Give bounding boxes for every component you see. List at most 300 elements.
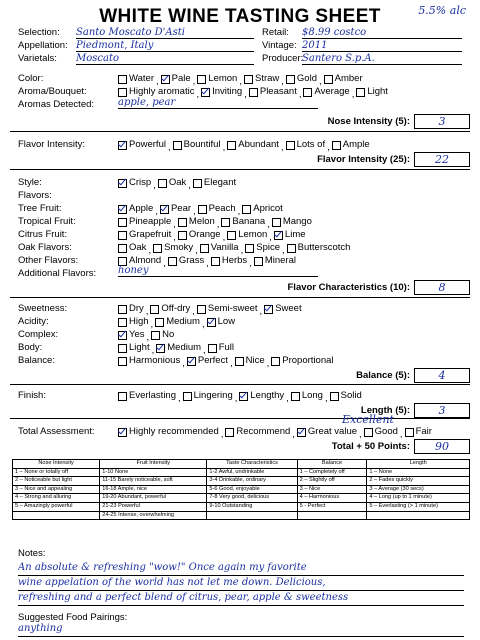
checkbox[interactable] bbox=[286, 75, 295, 84]
option-recommend[interactable] bbox=[225, 426, 290, 438]
option-label: Sweet bbox=[275, 303, 302, 314]
option-proportional[interactable] bbox=[271, 355, 333, 367]
guide-cell bbox=[207, 511, 297, 520]
guide-cell bbox=[13, 511, 100, 520]
separator: , bbox=[145, 305, 149, 317]
food-pairings-label: Suggested Food Pairings: bbox=[18, 612, 128, 623]
option-full[interactable] bbox=[208, 342, 234, 354]
guide-row bbox=[13, 502, 470, 511]
checked-checkbox[interactable] bbox=[201, 88, 210, 97]
checkbox[interactable] bbox=[286, 141, 295, 150]
guide-cell: 7-8 Very good, delicious bbox=[207, 494, 297, 503]
flavor-characteristics-score[interactable]: 8 bbox=[414, 280, 470, 295]
separator: , bbox=[234, 392, 238, 404]
separator: , bbox=[280, 141, 284, 153]
option-abundant[interactable] bbox=[227, 139, 279, 151]
option-label: Grapefruit bbox=[129, 229, 172, 240]
tropical-fruit-label: Tropical Fruit: bbox=[18, 216, 76, 227]
option-spice[interactable] bbox=[245, 242, 280, 254]
option-label: Lengthy bbox=[250, 390, 285, 401]
separator: , bbox=[203, 344, 206, 356]
flavor-characteristics-label: Flavor Characteristics (10): bbox=[287, 282, 410, 293]
checked-checkbox[interactable] bbox=[187, 357, 196, 366]
checkbox[interactable] bbox=[158, 179, 167, 188]
option-perfect[interactable] bbox=[187, 355, 228, 367]
separator: , bbox=[267, 218, 270, 230]
food-pairings-field[interactable]: anything bbox=[18, 622, 464, 637]
color-label: Color: bbox=[18, 73, 44, 84]
option-label: Pear bbox=[170, 203, 192, 214]
option-mango[interactable] bbox=[272, 216, 312, 228]
checkbox[interactable] bbox=[271, 357, 280, 366]
checked-checkbox[interactable] bbox=[297, 428, 306, 437]
vintage-field[interactable]: 2011 bbox=[302, 40, 462, 52]
guide-header-row bbox=[13, 460, 470, 469]
checked-checkbox[interactable] bbox=[264, 305, 273, 314]
option-label: Pleasant bbox=[259, 86, 297, 97]
guide-cell: 3-4 Drinkable, ordinary bbox=[207, 477, 297, 486]
balance-score[interactable]: 4 bbox=[414, 368, 470, 383]
separator: , bbox=[237, 205, 241, 217]
option-label: Off-dry bbox=[161, 303, 191, 314]
guide-cell: 2 – Fades quickly bbox=[367, 477, 470, 486]
guide-body bbox=[13, 468, 470, 520]
separator: , bbox=[220, 428, 224, 440]
option-highly-recommended[interactable] bbox=[118, 426, 219, 438]
guide-cell: 3 – Nice and appealing bbox=[13, 485, 100, 494]
separator: , bbox=[281, 75, 284, 87]
checkbox[interactable] bbox=[151, 331, 160, 340]
separator: , bbox=[222, 141, 226, 153]
option-label: Apricot bbox=[253, 203, 283, 214]
option-gold[interactable] bbox=[286, 73, 317, 85]
option-label: Lemon bbox=[238, 229, 268, 240]
option-lemon[interactable] bbox=[227, 229, 267, 241]
guide-cell: 5 - Perfect bbox=[297, 502, 367, 511]
notes-line-1[interactable]: An absolute & refreshing "wow!" Once again my favorite bbox=[18, 561, 464, 576]
citrus-fruit-label: Citrus Fruit: bbox=[18, 229, 68, 240]
option-semi-sweet[interactable] bbox=[197, 303, 258, 315]
divider bbox=[10, 418, 470, 419]
length-score[interactable]: 3 bbox=[414, 403, 470, 418]
checkbox[interactable] bbox=[150, 305, 159, 314]
option-label: Light bbox=[367, 86, 388, 97]
checkbox[interactable] bbox=[332, 141, 341, 150]
total-assessment-label: Total Assessment: bbox=[18, 426, 95, 437]
separator: , bbox=[286, 392, 289, 404]
option-label: Pineapple bbox=[129, 216, 172, 227]
option-label: Grass bbox=[178, 255, 205, 266]
checkbox[interactable] bbox=[242, 205, 251, 214]
option-label: Pale bbox=[171, 73, 191, 84]
guide-header-cell: Taste Characteristics bbox=[207, 460, 297, 469]
separator: , bbox=[259, 305, 263, 317]
option-sweet[interactable] bbox=[264, 303, 301, 315]
option-medium[interactable] bbox=[155, 316, 200, 328]
guide-row bbox=[13, 477, 470, 486]
checkbox[interactable] bbox=[198, 205, 207, 214]
option-butterscotch[interactable] bbox=[287, 242, 351, 254]
option-crisp[interactable] bbox=[118, 177, 151, 189]
guide-cell: 2 – Slightly off bbox=[297, 477, 367, 486]
checkbox[interactable] bbox=[118, 357, 127, 366]
excellent-note: Excellent bbox=[342, 413, 394, 426]
checkbox[interactable] bbox=[118, 75, 127, 84]
body-label: Body: bbox=[18, 342, 43, 353]
balance-options bbox=[118, 355, 336, 370]
option-solid[interactable] bbox=[330, 390, 362, 402]
option-straw[interactable] bbox=[244, 73, 279, 85]
option-label: Lots of bbox=[296, 139, 326, 150]
selection-label: Selection: bbox=[18, 27, 60, 38]
checked-checkbox[interactable] bbox=[118, 205, 127, 214]
option-pear[interactable] bbox=[160, 203, 191, 215]
option-label: High bbox=[129, 316, 149, 327]
length-score-label: Length (5): bbox=[360, 405, 410, 416]
option-label: Banana bbox=[232, 216, 266, 227]
option-label: Recommend bbox=[236, 426, 291, 437]
option-bountiful[interactable] bbox=[173, 139, 221, 151]
flavor-intensity-score-label: Flavor Intensity (25): bbox=[317, 154, 410, 165]
separator: , bbox=[155, 205, 158, 217]
guide-cell: 9-10 Outstanding bbox=[207, 502, 297, 511]
option-orange[interactable] bbox=[178, 229, 221, 241]
checked-checkbox[interactable] bbox=[118, 428, 127, 437]
option-label: Herbs bbox=[221, 255, 248, 266]
separator: , bbox=[151, 344, 155, 356]
option-powerful[interactable] bbox=[118, 139, 166, 151]
separator: , bbox=[216, 218, 220, 230]
divider bbox=[10, 384, 470, 385]
option-lingering[interactable] bbox=[183, 390, 233, 402]
nose-intensity-label: Nose Intensity (5): bbox=[327, 116, 410, 127]
option-lots-of[interactable] bbox=[286, 139, 326, 151]
option-low[interactable] bbox=[207, 316, 235, 328]
option-oak[interactable] bbox=[158, 177, 186, 189]
checkbox[interactable] bbox=[197, 75, 206, 84]
balance-score-row bbox=[356, 368, 470, 383]
option-label: Fair bbox=[415, 426, 432, 437]
guide-row bbox=[13, 494, 470, 503]
selection-field[interactable]: Santo Moscato D'Asti bbox=[76, 27, 254, 39]
option-label: Abundant bbox=[238, 139, 279, 150]
checkbox[interactable] bbox=[118, 244, 127, 253]
option-label: Highly recommended bbox=[129, 426, 219, 437]
option-label: Semi-sweet bbox=[207, 303, 258, 314]
acidity-label: Acidity: bbox=[18, 316, 49, 327]
option-label: Full bbox=[218, 342, 234, 353]
option-long[interactable] bbox=[291, 390, 323, 402]
scoring-guide-table bbox=[12, 459, 470, 520]
option-label: Apple bbox=[129, 203, 154, 214]
guide-cell: 3 – Average (30 secs) bbox=[367, 485, 470, 494]
option-elegant[interactable] bbox=[193, 177, 236, 189]
checked-checkbox[interactable] bbox=[118, 141, 127, 150]
checkbox[interactable] bbox=[193, 179, 202, 188]
option-high[interactable] bbox=[118, 316, 149, 328]
checkbox[interactable] bbox=[225, 428, 234, 437]
checkbox[interactable] bbox=[249, 88, 258, 97]
nose-intensity-score[interactable]: 3 bbox=[414, 114, 470, 129]
separator: , bbox=[292, 428, 295, 440]
separator: , bbox=[244, 88, 247, 100]
option-label: Proportional bbox=[282, 355, 334, 366]
option-pale[interactable] bbox=[161, 73, 191, 85]
checked-checkbox[interactable] bbox=[161, 75, 170, 84]
separator: , bbox=[182, 357, 185, 369]
option-smoky[interactable] bbox=[153, 242, 193, 254]
separator: , bbox=[351, 88, 355, 100]
checkbox[interactable] bbox=[303, 88, 312, 97]
separator: , bbox=[148, 244, 152, 256]
option-pineapple[interactable] bbox=[118, 216, 171, 228]
option-label: Light bbox=[129, 342, 150, 353]
option-banana[interactable] bbox=[221, 216, 265, 228]
option-amber[interactable] bbox=[324, 73, 363, 85]
option-yes[interactable] bbox=[118, 329, 145, 341]
checkbox[interactable] bbox=[118, 218, 127, 227]
guide-header-cell: Balance bbox=[297, 460, 367, 469]
divider bbox=[10, 131, 470, 132]
option-label: Long bbox=[301, 390, 323, 401]
checkbox[interactable] bbox=[208, 344, 217, 353]
option-label: Mango bbox=[282, 216, 312, 227]
oak-flavors-label: Oak Flavors: bbox=[18, 242, 72, 253]
guide-cell bbox=[367, 511, 470, 520]
option-lengthy[interactable] bbox=[239, 390, 284, 402]
producer-field[interactable]: Santero S.p.A. bbox=[302, 53, 462, 65]
separator: , bbox=[327, 141, 330, 153]
checked-checkbox[interactable] bbox=[160, 205, 169, 214]
option-water[interactable] bbox=[118, 73, 154, 85]
guide-header-cell: Nose Intensity bbox=[13, 460, 100, 469]
checked-checkbox[interactable] bbox=[239, 392, 248, 401]
guide-cell: 1 – None or totally off bbox=[13, 468, 100, 477]
varietals-label: Varietals: bbox=[18, 53, 57, 64]
option-label: Butterscotch bbox=[297, 242, 351, 253]
option-ample[interactable] bbox=[332, 139, 370, 151]
aromas-detected-label: Aromas Detected: bbox=[18, 99, 95, 110]
tree-fruit-label: Tree Fruit: bbox=[18, 203, 62, 214]
separator: , bbox=[399, 428, 403, 440]
checkbox[interactable] bbox=[227, 231, 236, 240]
checkbox[interactable] bbox=[245, 244, 254, 253]
checkbox[interactable] bbox=[183, 392, 192, 401]
option-label: Low bbox=[217, 316, 236, 327]
option-label: Vanilla bbox=[210, 242, 239, 253]
checked-checkbox[interactable] bbox=[156, 344, 165, 353]
finish-options bbox=[118, 390, 364, 405]
total-points-label: Total + 50 Points: bbox=[331, 441, 410, 452]
separator: , bbox=[240, 244, 244, 256]
separator: , bbox=[188, 179, 191, 191]
checkbox[interactable] bbox=[118, 344, 127, 353]
nose-intensity-row bbox=[328, 114, 470, 129]
separator: , bbox=[266, 357, 270, 369]
checkbox[interactable] bbox=[178, 231, 187, 240]
option-good[interactable] bbox=[364, 426, 398, 438]
checkbox[interactable] bbox=[330, 392, 339, 401]
option-label: Oak bbox=[129, 242, 147, 253]
checked-checkbox[interactable] bbox=[274, 231, 283, 240]
guide-cell: 1-10 None bbox=[100, 468, 207, 477]
guide-cell: 4 – Strong and alluring bbox=[13, 494, 100, 503]
checkbox[interactable] bbox=[118, 305, 127, 314]
abv-note: 5.5% alc bbox=[418, 4, 466, 17]
guide-cell: 1-2 Awful, undrinkable bbox=[207, 468, 297, 477]
separator: , bbox=[249, 257, 252, 269]
option-label: Yes bbox=[129, 329, 145, 340]
checkbox[interactable] bbox=[244, 75, 253, 84]
checkbox[interactable] bbox=[155, 318, 164, 327]
checkbox[interactable] bbox=[272, 218, 281, 227]
checkbox[interactable] bbox=[235, 357, 244, 366]
checkbox[interactable] bbox=[364, 428, 373, 437]
option-vanilla[interactable] bbox=[200, 242, 239, 254]
option-label: Ample bbox=[342, 139, 370, 150]
retail-field[interactable]: $8.99 costco bbox=[302, 27, 462, 39]
total-points-row bbox=[332, 439, 470, 454]
checkbox[interactable] bbox=[200, 244, 209, 253]
balance-label: Balance: bbox=[18, 355, 55, 366]
checkbox[interactable] bbox=[178, 218, 187, 227]
additional-flavors-label: Additional Flavors: bbox=[18, 268, 97, 279]
guide-row bbox=[13, 485, 470, 494]
separator: , bbox=[153, 179, 156, 191]
flavors-label: Flavors: bbox=[18, 190, 52, 201]
checkbox[interactable] bbox=[118, 231, 127, 240]
checkbox[interactable] bbox=[173, 141, 182, 150]
separator: , bbox=[298, 88, 302, 100]
sheet-title: WHITE WINE TASTING SHEET bbox=[99, 6, 381, 27]
checkbox[interactable] bbox=[287, 244, 296, 253]
guide-cell: 24-25 Intense, overwhelming bbox=[100, 511, 207, 520]
option-light[interactable] bbox=[118, 342, 150, 354]
option-label: Almond bbox=[129, 255, 162, 266]
option-label: Solid bbox=[340, 390, 362, 401]
checkbox[interactable] bbox=[356, 88, 365, 97]
checkbox[interactable] bbox=[118, 88, 127, 97]
option-oak[interactable] bbox=[118, 242, 146, 254]
guide-cell: 5 – Everlasting (> 1 minute) bbox=[367, 502, 470, 511]
separator: , bbox=[192, 75, 196, 87]
option-lemon[interactable] bbox=[197, 73, 237, 85]
producer-label: Producer: bbox=[262, 53, 304, 64]
style-label: Style: bbox=[18, 177, 42, 188]
option-off-dry[interactable] bbox=[150, 303, 190, 315]
option-nice[interactable] bbox=[235, 355, 265, 367]
option-apricot[interactable] bbox=[242, 203, 283, 215]
option-label: Inviting bbox=[212, 86, 243, 97]
option-label: Highly aromatic bbox=[129, 86, 195, 97]
balance-score-label: Balance (5): bbox=[356, 370, 410, 381]
checkbox[interactable] bbox=[153, 244, 162, 253]
guide-cell bbox=[297, 511, 367, 520]
separator: , bbox=[222, 231, 226, 243]
separator: , bbox=[146, 331, 150, 343]
option-harmonious[interactable] bbox=[118, 355, 180, 367]
separator: , bbox=[195, 244, 198, 256]
option-label: Mineral bbox=[264, 255, 296, 266]
option-light[interactable] bbox=[356, 86, 388, 98]
aromas-detected-field[interactable]: apple, pear bbox=[118, 97, 318, 109]
option-label: Nice bbox=[245, 355, 265, 366]
checkbox[interactable] bbox=[221, 218, 230, 227]
option-apple[interactable] bbox=[118, 203, 153, 215]
guide-row bbox=[13, 468, 470, 477]
checkbox[interactable] bbox=[118, 392, 127, 401]
other-flavors-label: Other Flavors: bbox=[18, 255, 79, 266]
additional-flavors-field[interactable]: honey bbox=[118, 265, 318, 277]
separator: , bbox=[167, 141, 171, 153]
checkbox[interactable] bbox=[324, 75, 333, 84]
option-label: Gold bbox=[296, 73, 317, 84]
guide-header-cell: Fruit Intensity bbox=[100, 460, 207, 469]
checkbox[interactable] bbox=[405, 428, 414, 437]
separator: , bbox=[324, 392, 328, 404]
checkbox[interactable] bbox=[227, 141, 236, 150]
option-medium[interactable] bbox=[156, 342, 201, 354]
option-peach[interactable] bbox=[198, 203, 236, 215]
option-great-value[interactable] bbox=[297, 426, 357, 438]
varietals-field[interactable]: Moscato bbox=[76, 53, 254, 65]
appellation-label: Appellation: bbox=[18, 40, 68, 51]
option-label: Everlasting bbox=[129, 390, 176, 401]
appellation-field[interactable]: Piedmont, Italy bbox=[76, 40, 254, 52]
checked-checkbox[interactable] bbox=[118, 331, 127, 340]
option-grapefruit[interactable] bbox=[118, 229, 171, 241]
notes-line-2[interactable]: wine appelation of the world has not let me down. Delicious, bbox=[18, 576, 464, 591]
option-label: Melon bbox=[188, 216, 215, 227]
option-label: Great value bbox=[307, 426, 358, 437]
flavor-intensity-row bbox=[317, 152, 470, 167]
option-label: Average bbox=[314, 86, 350, 97]
separator: , bbox=[193, 205, 196, 217]
guide-cell: 4 – Harmonious bbox=[297, 494, 367, 503]
option-fair[interactable] bbox=[405, 426, 432, 438]
option-no[interactable] bbox=[151, 329, 174, 341]
retail-label: Retail: bbox=[262, 27, 289, 38]
checked-checkbox[interactable] bbox=[118, 179, 127, 188]
checkbox[interactable] bbox=[291, 392, 300, 401]
checked-checkbox[interactable] bbox=[207, 318, 216, 327]
option-label: Lime bbox=[284, 229, 306, 240]
separator: , bbox=[192, 305, 195, 317]
separator: , bbox=[269, 231, 272, 243]
checkbox[interactable] bbox=[118, 318, 127, 327]
separator: , bbox=[229, 357, 233, 369]
guide-cell: 16-18 Ample, nice bbox=[100, 485, 207, 494]
option-melon[interactable] bbox=[178, 216, 215, 228]
guide-cell: 19-20 Abundant, powerful bbox=[100, 494, 207, 503]
flavor-intensity-score[interactable]: 22 bbox=[414, 152, 470, 167]
guide-cell: 11-15 Barely noticeable, soft bbox=[100, 477, 207, 486]
vintage-label: Vintage: bbox=[262, 40, 297, 51]
checkbox[interactable] bbox=[197, 305, 206, 314]
option-lime[interactable] bbox=[274, 229, 306, 241]
option-label: Medium bbox=[167, 342, 202, 353]
separator: , bbox=[173, 231, 176, 243]
option-label: Dry bbox=[129, 303, 144, 314]
guide-cell: 3 – Nice bbox=[297, 485, 367, 494]
total-points-score[interactable]: 90 bbox=[414, 439, 470, 454]
notes-label: Notes: bbox=[18, 548, 46, 559]
notes-line-3[interactable]: refreshing and a perfect blend of citrus, pear, apple & sweetness bbox=[18, 591, 464, 606]
guide-cell: 21-23 Powerful bbox=[100, 502, 207, 511]
guide-cell: 5 – Amazingly powerful bbox=[13, 502, 100, 511]
option-dry[interactable] bbox=[118, 303, 144, 315]
option-everlasting[interactable] bbox=[118, 390, 176, 402]
